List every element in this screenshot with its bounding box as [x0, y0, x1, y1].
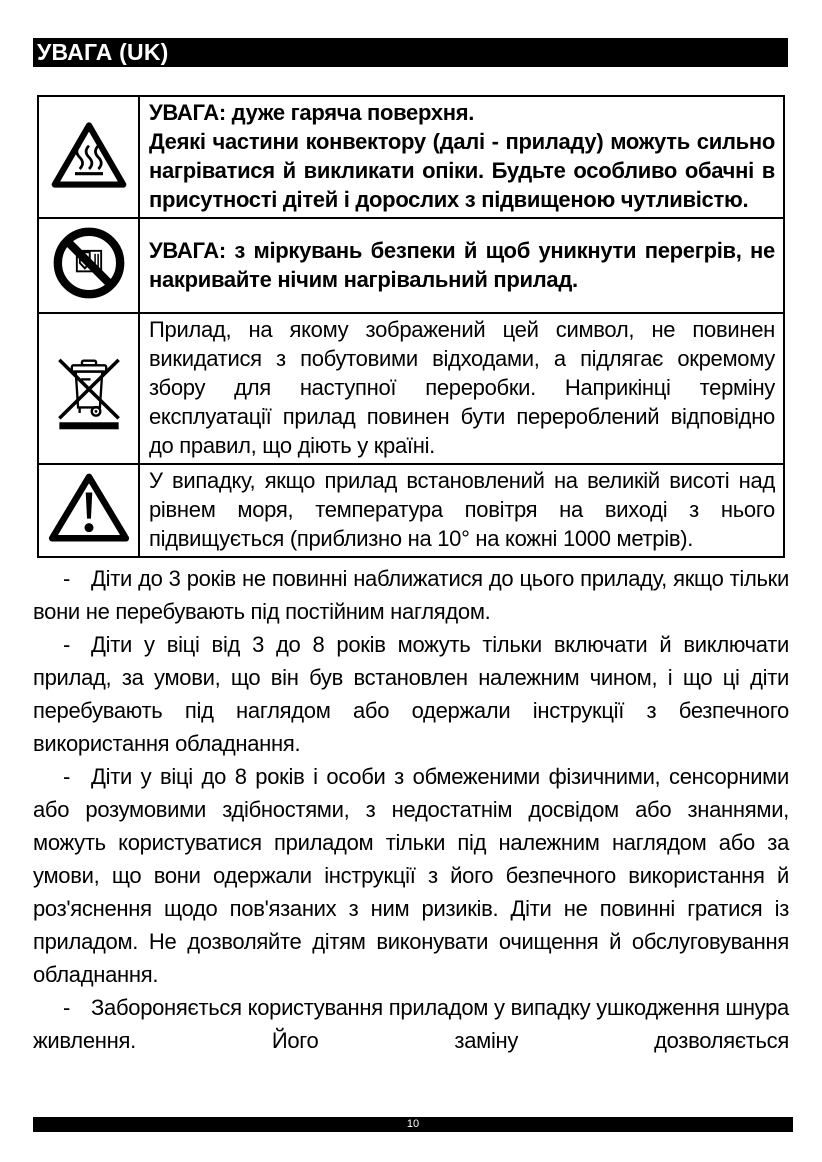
page-number: 10 — [406, 1118, 420, 1130]
warning-row-title: УВАГА: дуже гаряча поверхня. — [149, 100, 475, 125]
paragraph-children-under-8-and-disabled — [33, 760, 789, 991]
list-dash: - — [63, 764, 71, 789]
table-row-weee-disposal — [38, 313, 784, 464]
icon-cell — [38, 313, 139, 464]
section-title: УВАГА (UK) — [37, 39, 169, 65]
warning-row-text: У випадку, якщо прилад встановлений на великій висоті над рівнем моря, температура повітря на виході з нього підвищується (приблизно на 10° на кожні 1000 метрів). — [149, 468, 775, 551]
icon-cell — [38, 218, 139, 313]
warning-text-cell — [139, 464, 784, 557]
paragraph-children-3-to-8 — [33, 628, 789, 760]
icon-cell — [38, 464, 139, 557]
section-header-bar — [33, 38, 788, 67]
paragraph-text: Діти до 3 років не повинні наближатися до цього приладу, якщо тільки вони не перебувають під постійним наглядом. — [33, 566, 789, 624]
table-row-hot-surface — [38, 96, 784, 218]
page-footer-bar — [33, 1117, 793, 1132]
safety-paragraphs — [33, 562, 789, 1057]
table-row-do-not-cover — [38, 218, 784, 313]
hot-surface-icon — [50, 120, 128, 190]
warning-table — [37, 95, 785, 558]
warning-text-cell — [139, 218, 784, 313]
warning-text-cell — [139, 96, 784, 218]
paragraph-text: Діти у віці від 3 до 8 років можуть тільки включати й виключати прилад, за умови, що він був встановлен належним чином, і що ці діти перебувають під наглядом або одержали інструкції з безпечного використання обладнання. — [33, 632, 789, 756]
weee-crossed-bin-icon — [50, 341, 128, 431]
paragraph-children-under-3 — [33, 562, 789, 628]
warning-row-text: Деякі частини конвектору (далі - приладу) можуть сильно нагріватися й викликати опіки. Будьте особливо обачні в присутності дітей і дорослих з підвищеною чутливістю. — [149, 129, 775, 212]
do-not-cover-icon — [51, 225, 127, 301]
warning-text-cell — [139, 313, 784, 464]
warning-exclamation-icon — [48, 472, 130, 544]
list-dash: - — [63, 995, 71, 1020]
paragraph-damaged-cord — [33, 991, 789, 1057]
list-dash: - — [63, 566, 71, 591]
warning-row-text: УВАГА: з міркувань безпеки й щоб уникнути перегрів, не накривайте нічим нагрівальний прилад. — [149, 237, 775, 292]
paragraph-text: Забороняється користування приладом у випадку ушкодження шнура живлення. Його заміну дозволяється — [33, 995, 789, 1053]
icon-cell — [38, 96, 139, 218]
paragraph-text: Діти у віці до 8 років і особи з обмеженими фізичними, сенсорними або розумовими здібностями, з недостатнім досвідом або знаннями, можуть користуватися приладом тільки під належним наглядом або за умови, що вони одержали інструкції з його безпечного використання й роз'яснення щодо пов'язаних з ним ризиків. Діти не повинні гратися із приладом. Не дозволяйте дітям виконувати очищення й обслуговування обладнання. — [33, 764, 789, 987]
list-dash: - — [63, 632, 71, 657]
table-row-altitude — [38, 464, 784, 557]
warning-row-text: Прилад, на якому зображений цей символ, не повинен викидатися з побутовими відходами, а підлягає окремому збору для наступної переробки. Наприкінці терміну експлуатації прилад повинен бути перероблений відповідно до правил, що діють у країні. — [149, 317, 775, 458]
